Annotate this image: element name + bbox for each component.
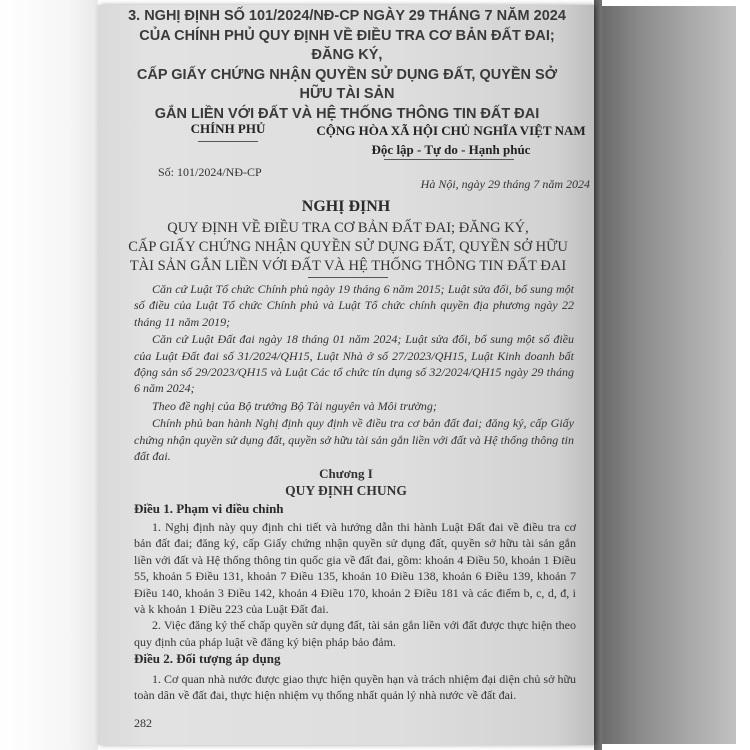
article-paragraph: 1. Cơ quan nhà nước được giao thực hiện quyền hạn và trách nhiệm đại diện chủ sở hữu toàn dân về đất đai, thực hiện nhiệm vụ thống nhất quản lý nhà nước về đất đai. (134, 672, 576, 703)
page-number: 282 (134, 716, 152, 730)
document-number: Số: 101/2024/NĐ-CP (158, 165, 262, 179)
article-2-body (134, 671, 576, 704)
decree-subtitle (118, 219, 578, 276)
legal-basis (134, 281, 574, 465)
article-1-body (134, 519, 576, 650)
section-heading (122, 7, 572, 124)
article-1-heading: Điều 1. Phạm vi điều chỉnh (134, 501, 284, 516)
national-title (316, 121, 586, 159)
national-motto: Độc lập - Tự do - Hạnh phúc (371, 142, 531, 157)
decree-underline (308, 277, 388, 278)
section-heading-line: GẮN LIỀN VỚI ĐẤT VÀ HỆ THỐNG THÔNG TIN ĐẤT ĐAI (154, 105, 540, 122)
basis-paragraph: Căn cứ Luật Tổ chức Chính phủ ngày 19 tháng 6 năm 2015; Luật sửa đổi, bổ sung một số điều của Luật Tổ chức Chính phủ và Luật Tổ chức chính quyền địa phương ngày 22 tháng 11 năm 2019; (134, 282, 574, 329)
section-heading-line: CẤP GIẤY CHỨNG NHẬN QUYỀN SỬ DỤNG ĐẤT, QUYỀN SỞ HỮU TÀI SẢN (136, 66, 558, 102)
republic-name: CỘNG HÒA XÃ HỘI CHỦ NGHĨA VIỆT NAM (316, 123, 586, 138)
background-right (736, 0, 750, 750)
issuer-underline (198, 141, 258, 142)
book-gutter (594, 0, 602, 750)
date-place: Hà Nội, ngày 29 tháng 7 năm 2024 (420, 177, 590, 191)
basis-paragraph: Theo đề nghị của Bộ trưởng Bộ Tài nguyên và Môi trường; (152, 398, 437, 413)
basis-paragraph: Chính phủ ban hành Nghị định quy định về điều tra cơ bản đất đai; đăng ký, cấp Giấy chứng nhận quyền sử dụng đất, quyền sở hữu tài sản gắn liền với đất và Hệ thống thông tin đất đai. (134, 416, 574, 464)
motto-underline (384, 159, 514, 160)
facing-page-edge (602, 6, 750, 744)
section-heading-line: CỦA CHÍNH PHỦ QUY ĐỊNH VỀ ĐIỀU TRA CƠ BẢN ĐẤT ĐAI; ĐĂNG KÝ, (139, 27, 555, 63)
chapter-title: QUY ĐỊNH CHUNG (285, 483, 407, 498)
issuer-name: CHÍNH PHỦ (190, 121, 266, 136)
article-2-heading: Điều 2. Đối tượng áp dụng (134, 651, 281, 666)
decree-title: NGHỊ ĐỊNH (301, 198, 391, 215)
section-heading-line: 3. NGHỊ ĐỊNH SỐ 101/2024/NĐ-CP NGÀY 29 THÁNG 7 NĂM 2024 (128, 8, 566, 24)
chapter-number: Chương I (319, 466, 373, 481)
book-page (98, 5, 594, 745)
decree-subtitle-line: TÀI SẢN GẮN LIỀN VỚI ĐẤT VÀ HỆ THỐNG THÔNG TIN ĐẤT ĐAI (129, 258, 567, 274)
article-paragraph: 1. Nghị định này quy định chi tiết và hướng dẫn thi hành Luật Đất đai về điều tra cơ bản đất đai; đăng ký, cấp Giấy chứng nhận quyền sử dụng đất, quyền sở hữu tài sản gắn liền với đất và Hệ thống thông tin quốc gia về đất đai, gồm: khoản 4 Điều 50, khoản 1 Điều 55, khoản 5 Điều 131, khoản 7 Điều 135, khoản 10 Điều 138, khoản 6 Điều 139, khoản 7 Điều 140, khoản 3 Điều 142, khoản 4 Điều 170, khoản 2 Điều 181 và các điểm b, c, d, đ, i và k khoản 1 Điều 223 của Luật Đất đai. (134, 520, 576, 617)
decree-subtitle-line: CẤP GIẤY CHỨNG NHẬN QUYỀN SỬ DỤNG ĐẤT, QUYỀN SỞ HỮU (128, 239, 568, 255)
background-left (0, 0, 98, 750)
basis-paragraph: Căn cứ Luật Đất đai ngày 18 tháng 01 năm 2024; Luật sửa đổi, bổ sung một số điều của Luật Đất đai số 31/2024/QH15, Luật Nhà ở số 27/2023/QH15, Luật Kinh doanh bất động sản số 29/2023/QH15 và Luật Các tổ chức tín dụng số 32/2024/QH15 ngày 29 tháng 6 năm 2024; (134, 332, 574, 396)
article-paragraph: 2. Việc đăng ký thế chấp quyền sử dụng đất, tài sản gắn liền với đất được thực hiện theo quy định của pháp luật về đăng ký biện pháp bảo đảm. (134, 618, 576, 649)
decree-subtitle-line: QUY ĐỊNH VỀ ĐIỀU TRA CƠ BẢN ĐẤT ĐAI; ĐĂNG KÝ, (167, 220, 529, 236)
